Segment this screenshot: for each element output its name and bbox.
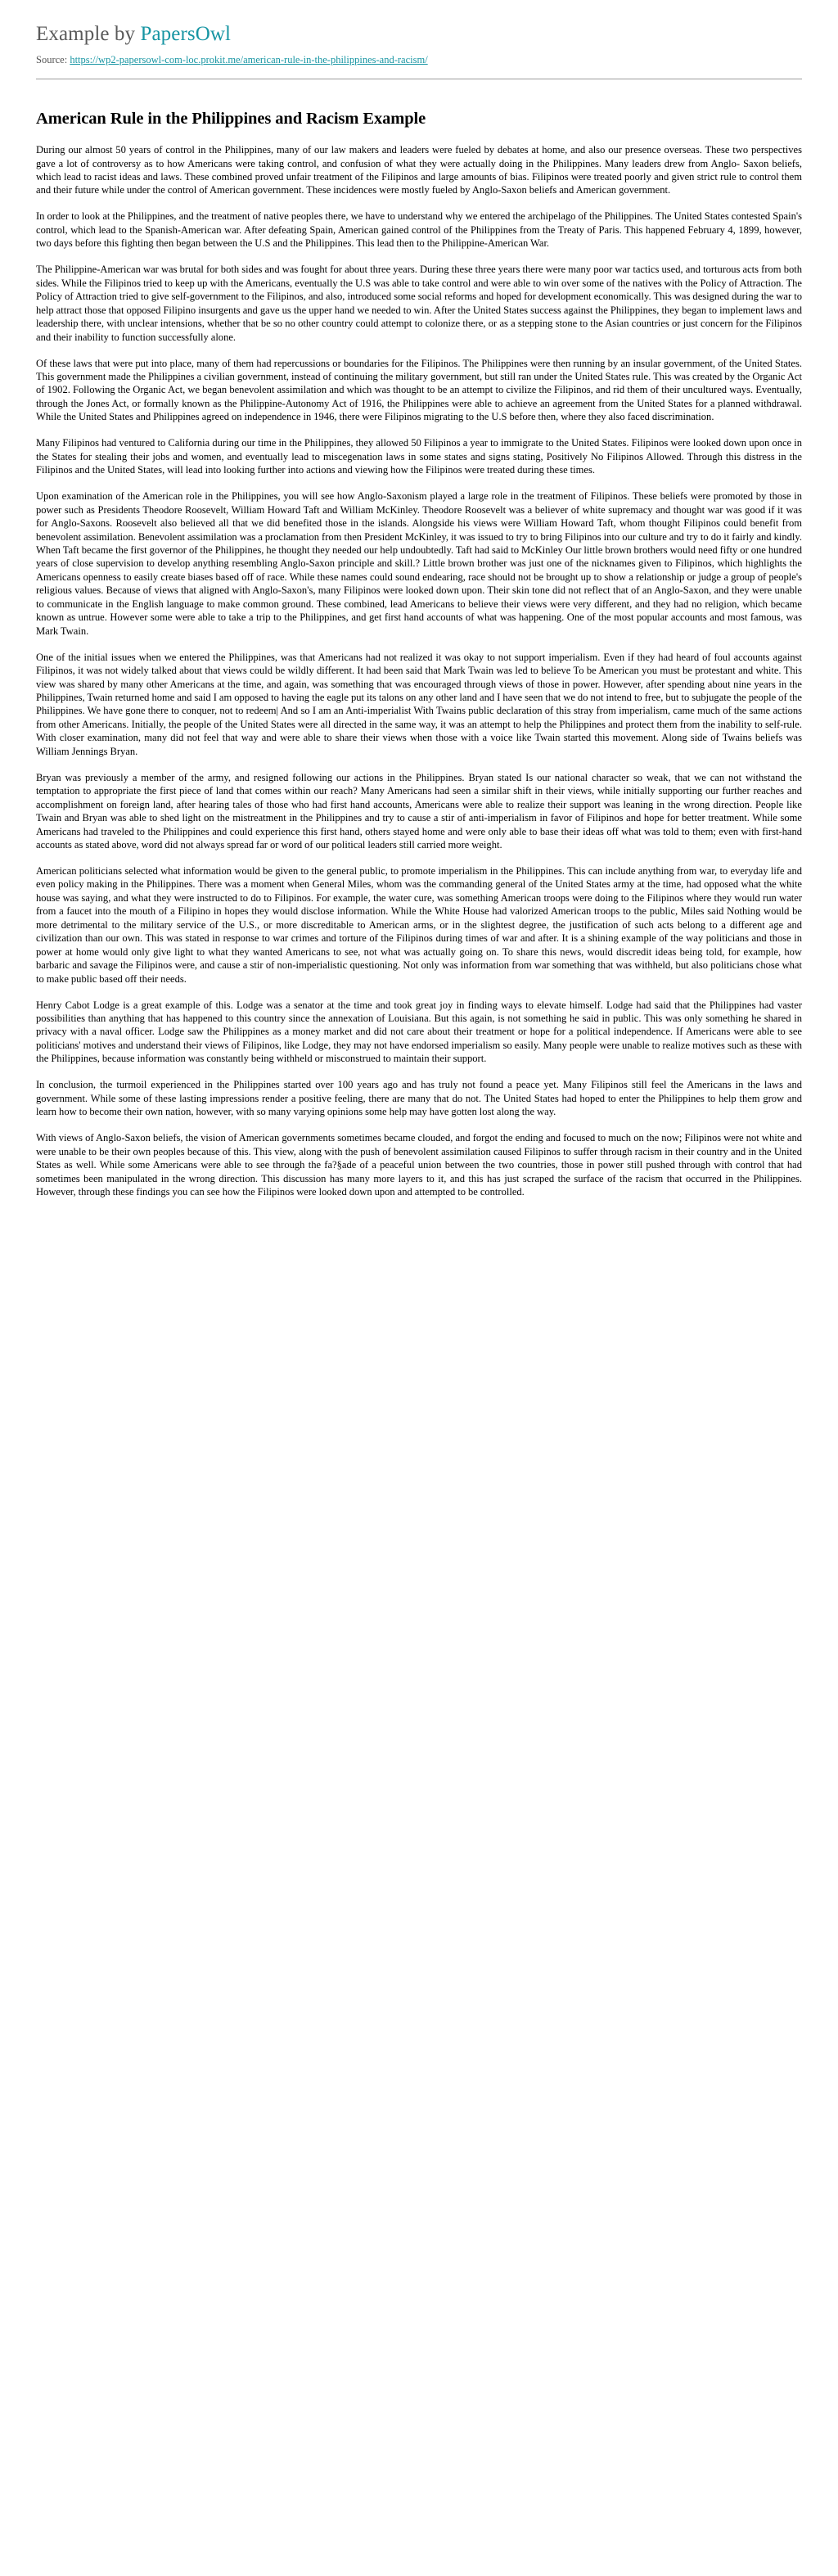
body-paragraph: American politicians selected what information would be given to the general public, to promote imperialism in the Philippines. This can include anything from war, to everyday life and even policy making in the Philippines. There was a moment when General Miles, whom was the commanding general of the United States army at the time, had opposed what the white house was saying, and what they were instructed to do to Filipinos. For example, the water cure, was something American troops were doing to the Filipinos where they would run water from a faucet into the mouth of a Filipino in hopes they would disclose information. While the White House had valorized American troops to the public, Miles said Nothing would be more detrimental to the military service of the U.S., or more discreditable to American arms, or in the slightest degree, the justification of such acts belong to a different age and civilization than our own. This was stated in response to war crimes and torture of the Filipinos during times of war and after. It is a shining example of the way politicians and those in power at home would only give light to what they wanted Americans to see, not what was actually going on. To share this news, would discredit ideas being told, for example, how barbaric and savage the Filipinos were, and cause a stir of non-imperialistic questioning. Not only was information from war something that was withheld, but also politicians chose what to make public based off their needs. — [36, 864, 802, 985]
body-paragraph: One of the initial issues when we entered the Philippines, was that Americans had not realized it was okay to not support imperialism. Even if they had heard of foul accounts against Filipinos, it was not widely talked about that views could be wildly different. It had been said that Mark Twain was led to believe To be American you must be protestant and white. This view was shared by many other Americans at the time, and again, was something that was encouraged through views of those in power. However, after spending about nine years in the Philippines, Twain returned home and said I am opposed to having the eagle put its talons on any other land and I have seen that we do not intend to free, but to subjugate the people of the Philippines. We have gone there to conquer, not to redeem| And so I am an Anti-imperialist With Twains public declaration of this stray from imperialism, came much of the same actions from other Americans. Initially, the people of the United States were all directed in the same way, it was an attempt to help the Philippines and protect them from the inability to self-rule. With closer examination, many did not feel that way and were able to share their views when those with a voice like Twain started this movement. Along side of Twains beliefs was William Jennings Bryan. — [36, 651, 802, 757]
brand-title — [36, 16, 802, 47]
body-paragraph: Bryan was previously a member of the army, and resigned following our actions in the Philippines. Bryan stated Is our national character so weak, that we can not withstand the temptation to appropriate the first piece of land that comes within our reach? Many Americans had seen a similar shift in their views, while initially supporting our further reaches and accomplishment on foreign land, after hearing tales of those who had first hand accounts, Americans were able to realize their support was leaning in the wrong direction. People like Twain and Bryan was able to shed light on the mistreatment in the Philippines and try to cause a stir of anti-imperialism in favor of Filipinos and hope for better treatment. While some Americans had traveled to the Philippines and could experience this first hand, others stayed home and were only able to base their ideas off what was told to them; even with first-hand accounts as stated above, word did not always spread far or word of our political leaders still carried more weight. — [36, 771, 802, 851]
body-paragraph: In conclusion, the turmoil experienced in the Philippines started over 100 years ago and has truly not found a peace yet. Many Filipinos still feel the Americans in the laws and government. While some of these lasting impressions render a positive feeling, there are many that do not. The United States had hoped to enter the Philippines to help them grow and learn how to become their own nation, however, with so many varying opinions some help may have gotten lost along the way. — [36, 1079, 802, 1118]
document-header — [0, 0, 838, 67]
body-paragraph: Henry Cabot Lodge is a great example of this. Lodge was a senator at the time and took great joy in finding ways to elevate himself. Lodge had said that the Philippines had vaster possibilities than anything that has happened to this country since the annexation of Louisiana. But this again, is not something he said in public. This was only something he shared in privacy with a naval officer. Lodge saw the Philippines as a money market and did not care about their treatment or hope for a political independence. If Americans were able to see politicians' motives and understand their views of Filipinos, like Lodge, they may not have endorsed imperialism so easily. Many people were unable to realize motives such as these with the Philippines, because information was constantly being withheld or misconstrued to maintain their support. — [36, 999, 802, 1065]
body-paragraph: Upon examination of the American role in the Philippines, you will see how Anglo-Saxonism played a large role in the treatment of Filipinos. These beliefs were promoted by those in power such as Presidents Theodore Roosevelt, William Howard Taft and William McKinley. Theodore Roosevelt was a believer of white supremacy and thought war was good if it was for Anglo-Saxons. Roosevelt also believed all that we did benefited those in the islands. Alongside his views were William Howard Taft, whom thought Filipinos could benefit from benevolent assimilation. Benevolent assimilation was a proclamation from then President McKinley, it was issued to try to bring Filipinos into our culture and try to do it fairly and kindly. When Taft became the first governor of the Philippines, he thought they needed our help undoubtedly. Taft had said to McKinley Our little brown brothers would need fifty or one hundred years of close supervision to develop anything resembling Anglo-Saxon principle and skill.? Little brown brother was just one of the nicknames given to Filipinos, which highlights the Americans openness to easily create biases based off of race. While these names could sound endearing, race should not be brought up to show a relationship or judge a group of people's religious values. Because of views that aligned with Anglo-Saxon's, many Filipinos were looked down upon. Their skin tone did not reflect that of an Anglo-Saxon, and they were unable to communicate in the English language to make common ground. These combined, lead Americans to believe their views were very different, and they had no religion, which became known as untrue. However some were able to take a trip to the Philippines, and get first hand accounts of what was happening. One of the most popular accounts and most famous, was Mark Twain. — [36, 490, 802, 637]
body-paragraph: In order to look at the Philippines, and the treatment of native peoples there, we have to understand why we entered the archipelago of the Philippines. The United States contested Spain's control, which lead to the Spanish-American war. After defeating Spain, American gained control of the Philippines from the Treaty of Paris. This happened February 4, 1899, however, two days before this fighting then began between the U.S and the Philippines. This lead then to the Philippine-American War. — [36, 210, 802, 250]
page-title: American Rule in the Philippines and Racism Example — [36, 109, 426, 128]
body-paragraph: Many Filipinos had ventured to California during our time in the Philippines, they allowed 50 Filipinos a year to immigrate to the United States. Filipinos were looked down upon once in the States for stealing their jobs and women, and eventually lead to miscegenation laws in some states and signs stating, Positively No Filipinos Allowed. Through this distress in the Filipinos and the United States, will lead into looking further into actions and viewing how the Filipinos were treated during these times. — [36, 437, 802, 476]
brand-prefix-label: Example by — [36, 23, 141, 45]
body-paragraph: The Philippine-American war was brutal for both sides and was fought for about three years. During these three years there were many poor war tactics used, and torturous acts from both sides. While the Filipinos tried to keep up with the Americans, eventually the U.S was able to take control and were able to win over some of the natives with the Policy of Attraction. The Policy of Attraction tried to give self-government to the Filipinos, and also, introduced some social reforms and hoped for development economically. This was designed during the war to help attract those that opposed Filipino insurgents and gave us the upper hand we needed to win. After the United States success against the Philippines, they began to implement laws and leadership there, with unclear intensions, whether that be so no other country could attempt to colonize there, or as a stepping stone to the Asian countries or just concern for the Filipinos and their inability to function successfully alone. — [36, 264, 802, 343]
source-url-link[interactable]: https://wp2-papersowl-com-loc.prokit.me/american-rule-in-the-philippines-and-racism/ — [70, 54, 428, 66]
body-paragraph: Of these laws that were put into place, many of them had repercussions or boundaries for the Filipinos. The Philippines were then running by an insular government, of the United States. This government made the Philippines a civilian government, instead of continuing the military government, but still ran under the United States rule. This was created by the Organic Act of 1902. Following the Organic Act, we began benevolent assimilation and which was thought to be an attempt to civilize the Filipinos, and rid them of their uncultured ways. Eventually, through the Jones Act, or formally known as the Philippine-Autonomy Act of 1916, the Philippines were able to achieve an agreement from the United States for a planned withdrawal. While the United States and Philippines agreed on independence in 1946, there were Filipinos migrating to the U.S before then, where they also faced discrimination. — [36, 357, 802, 423]
body-paragraph: During our almost 50 years of control in the Philippines, many of our law makers and leaders were fueled by debates at home, and also our presence overseas. These two perspectives gave a lot of controversy as to how Americans were taking control, and confusion of what they were actually doing in the Philippines. Many leaders drew from Anglo- Saxon beliefs, which lead to racist ideas and laws. These combined proved unfair treatment of the Filipinos and large amounts of bias. Filipinos were treated poorly and given strict rule to control them and their future while under the control of American government. These incidences were mostly fueled by Anglo-Saxon beliefs and American government. — [36, 144, 802, 196]
document-content — [0, 109, 838, 1199]
source-label: Source: — [36, 54, 70, 66]
source-line — [36, 53, 802, 66]
body-paragraph: With views of Anglo-Saxon beliefs, the vision of American governments sometimes became clouded, and forgot the ending and focused to much on the now; Filipinos were not white and were unable to be their own peoples because of this. This view, along with the push of benevolent assimilation caused Filipinos to suffer through racism in their country and in the United States as well. While some Americans were able to see through the fa?§ade of a peaceful union between the two countries, those in power still pushed through with control that had sometimes been manipulated in the wrong direction. This discussion has many more layers to it, and this has just scraped the surface of the racism that occurred in the Philippines. However, through these findings you can see how the Filipinos were looked down upon and attempted to be controlled. — [36, 1132, 802, 1198]
brand-name-label: PapersOwl — [140, 23, 232, 45]
